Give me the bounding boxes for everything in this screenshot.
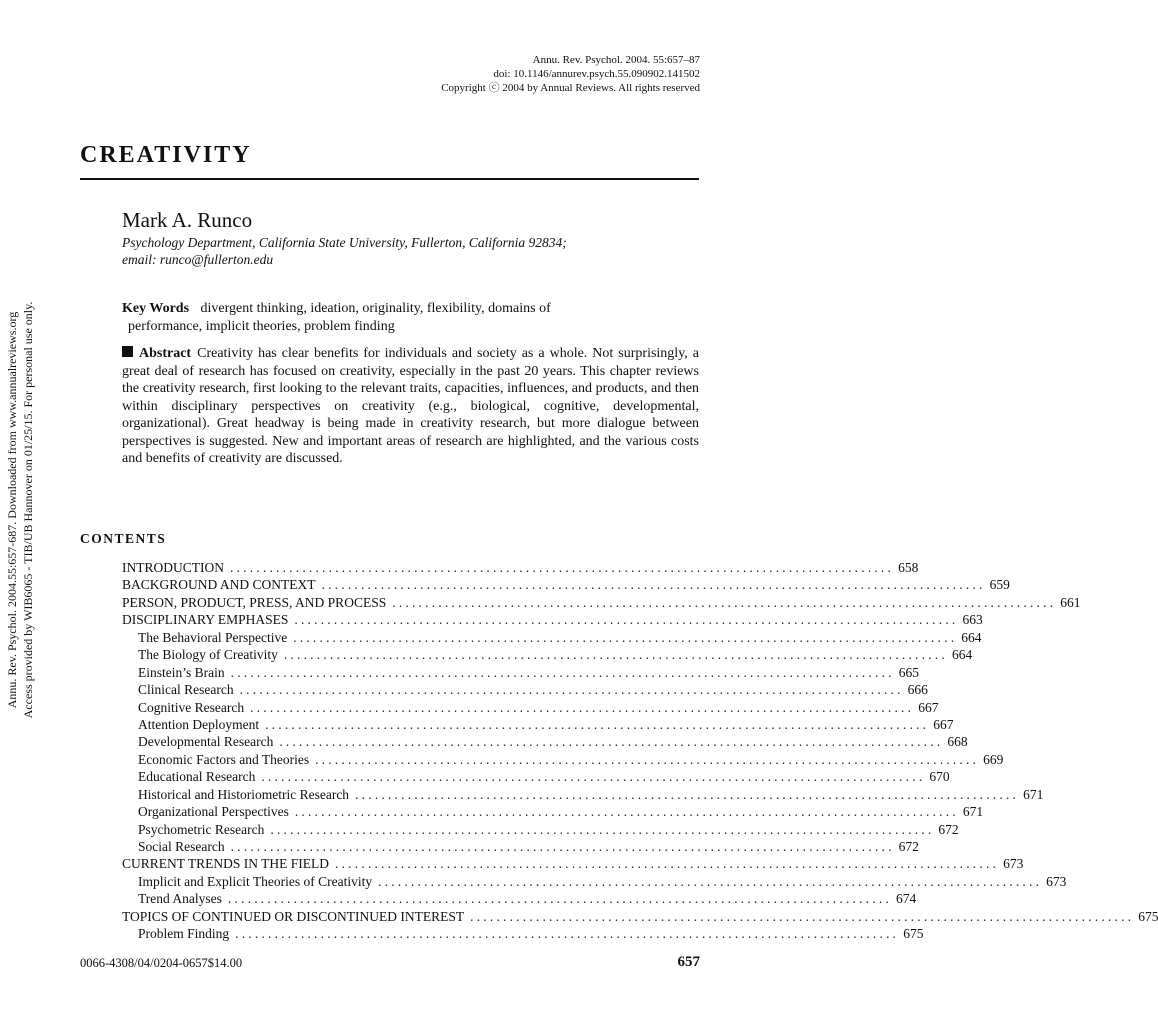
toc-entry-page: 666 xyxy=(907,682,928,698)
toc-leader-dots: ..................................................................................................... xyxy=(265,716,930,732)
toc-leader-dots: ..................................................................................................... xyxy=(279,734,944,750)
toc-entry-label: Clinical Research xyxy=(138,682,234,698)
title-rule xyxy=(80,178,699,180)
footer-code: 0066-4308/04/0204-0657$14.00 xyxy=(80,956,243,970)
toc-leader-dots: ..................................................................................................... xyxy=(315,751,980,767)
toc-leader-dots: ..................................................................................................... xyxy=(250,699,915,715)
toc-entry-label: DISCIPLINARY EMPHASES xyxy=(122,612,289,628)
toc-entry-page: 661 xyxy=(1060,594,1081,610)
toc-leader-dots: ..................................................................................................... xyxy=(294,804,959,820)
toc-entry-label: Psychometric Research xyxy=(138,821,265,837)
access-notice-line: Access provided by WIB6065 - TIB/UB Hannover on 01/25/15. For personal use only. xyxy=(21,301,35,719)
toc-entry-page: 664 xyxy=(961,629,982,645)
toc-entry-label: Cognitive Research xyxy=(138,699,245,715)
toc-entry[interactable] xyxy=(122,873,1067,890)
toc-entry-page: 669 xyxy=(983,751,1004,767)
toc-entry-page: 675 xyxy=(903,926,924,942)
toc-entry[interactable] xyxy=(122,890,917,907)
toc-entry[interactable] xyxy=(122,925,924,942)
toc-leader-dots: ..................................................................................................... xyxy=(235,926,900,942)
toc-entry[interactable] xyxy=(122,664,919,681)
toc-entry-page: 673 xyxy=(1003,856,1024,872)
toc-entry-label: Organizational Perspectives xyxy=(138,804,289,820)
toc-entry-label: PERSON, PRODUCT, PRESS, AND PROCESS xyxy=(122,594,387,610)
table-of-contents xyxy=(122,559,1158,943)
toc-entry[interactable] xyxy=(122,559,919,576)
toc-entry[interactable] xyxy=(122,646,973,663)
toc-entry[interactable] xyxy=(122,594,1081,611)
toc-entry[interactable] xyxy=(122,576,1010,593)
toc-entry-label: CURRENT TRENDS IN THE FIELD xyxy=(122,856,330,872)
toc-entry-label: The Behavioral Perspective xyxy=(138,629,288,645)
toc-entry[interactable] xyxy=(122,803,984,820)
abstract-label: Abstract xyxy=(139,346,192,361)
toc-entry[interactable] xyxy=(122,681,928,698)
toc-entry-label: Attention Deployment xyxy=(138,716,260,732)
toc-entry-page: 671 xyxy=(1023,786,1044,802)
toc-leader-dots: ..................................................................................................... xyxy=(355,786,1020,802)
page-number: 657 xyxy=(677,954,700,970)
toc-entry-page: 658 xyxy=(898,560,919,575)
toc-entry[interactable] xyxy=(122,786,1044,803)
toc-entry-page: 663 xyxy=(962,612,983,628)
toc-entry-page: 668 xyxy=(947,734,968,750)
toc-entry-label: Economic Factors and Theories xyxy=(138,751,310,767)
toc-entry-page: 673 xyxy=(1046,873,1067,889)
toc-leader-dots: ..................................................................................................... xyxy=(294,612,959,628)
copyright-line: Copyright ⓒ 2004 by Annual Reviews. All rights reserved xyxy=(441,82,700,94)
toc-entry-label: Educational Research xyxy=(138,769,256,785)
toc-leader-dots: ..................................................................................................... xyxy=(239,682,904,698)
toc-entry-page: 664 xyxy=(951,647,973,663)
toc-leader-dots: ..................................................................................................... xyxy=(378,873,1043,889)
toc-entry-page: 672 xyxy=(898,839,919,854)
keywords-label: Key Words xyxy=(122,301,190,316)
download-notice xyxy=(4,290,38,730)
toc-entry-page: 667 xyxy=(933,716,954,732)
toc-entry-label: Historical and Historiometric Research xyxy=(138,786,350,802)
author-affiliation xyxy=(122,234,567,268)
abstract-text: Creativity has clear benefits for individuals and society as a whole. Not surprisingly, a great deal of research has focused on creativity, especially in the past 20 years. This chapter reviews the creativity research, first looking to the relevant traits, capacities, influences, and products, and then within disciplinary perspectives on creativity (e.g., biological, cognitive, developmental, organizational). Great headway is being made in creativity research, but more dialogue between perspectives is suggested. New and important areas of research are highlighted, and the various costs and benefits of creativity are discussed. xyxy=(122,346,699,466)
toc-entry-label: Trend Analyses xyxy=(138,891,222,907)
toc-leader-dots: ..................................................................................................... xyxy=(335,856,1000,872)
toc-entry[interactable] xyxy=(122,611,983,628)
toc-entry[interactable] xyxy=(122,838,919,855)
toc-entry-label: Developmental Research xyxy=(138,734,274,750)
toc-entry-label: TOPICS OF CONTINUED OR DISCONTINUED INTEREST xyxy=(122,908,465,924)
doi-line: doi: 10.1146/annurev.psych.55.090902.141502 xyxy=(493,68,700,80)
toc-entry-label: Problem Finding xyxy=(138,926,230,942)
toc-leader-dots: ..................................................................................................... xyxy=(227,891,892,907)
toc-entry[interactable] xyxy=(122,751,1004,768)
keywords-text: divergent thinking, ideation, originality, flexibility, domains of xyxy=(200,301,551,316)
toc-leader-dots: ..................................................................................................... xyxy=(470,908,1135,924)
toc-leader-dots: ..................................................................................................... xyxy=(270,821,935,837)
toc-entry[interactable] xyxy=(122,733,968,750)
author-name: Mark A. Runco xyxy=(122,208,253,232)
toc-leader-dots: ..................................................................................................... xyxy=(321,577,986,593)
toc-leader-dots: ..................................................................................................... xyxy=(261,769,926,785)
toc-leader-dots: ..................................................................................................... xyxy=(293,629,958,645)
toc-leader-dots: ..................................................................................................... xyxy=(392,594,1057,610)
toc-entry[interactable] xyxy=(122,821,959,838)
toc-entry[interactable] xyxy=(122,699,939,716)
header-metadata xyxy=(441,53,700,95)
toc-entry[interactable] xyxy=(122,908,1158,925)
keywords-block xyxy=(122,300,699,336)
toc-entry-label: Implicit and Explicit Theories of Creativity xyxy=(138,873,373,889)
toc-entry-page: 672 xyxy=(938,821,959,837)
toc-leader-dots: ..................................................................................................... xyxy=(230,664,895,680)
toc-entry-page: 665 xyxy=(898,664,919,680)
toc-leader-dots: ..................................................................................................... xyxy=(230,560,895,575)
toc-entry-page: 667 xyxy=(918,699,939,715)
toc-entry[interactable] xyxy=(122,629,982,646)
toc-leader-dots: ..................................................................................................... xyxy=(230,839,895,854)
author-email: email: runco@fullerton.edu xyxy=(122,252,274,267)
article-title: CREATIVITY xyxy=(80,142,252,168)
toc-entry[interactable] xyxy=(122,716,954,733)
toc-entry-page: 675 xyxy=(1138,908,1158,924)
download-notice-line: Annu. Rev. Psychol. 2004.55:657-687. Downloaded from www.annualreviews.org xyxy=(5,311,19,709)
toc-entry-label: The Biology of Creativity xyxy=(138,647,278,663)
toc-entry-page: 674 xyxy=(895,891,917,907)
toc-entry-page: 671 xyxy=(962,804,984,820)
toc-entry[interactable] xyxy=(122,768,950,785)
toc-entry-page: 670 xyxy=(929,769,950,785)
affiliation-line: Psychology Department, California State University, Fullerton, California 92834; xyxy=(122,235,567,250)
journal-citation: Annu. Rev. Psychol. 2004. 55:657–87 xyxy=(532,54,700,66)
keywords-text-continued: performance, implicit theories, problem finding xyxy=(128,319,395,334)
toc-entry-label: INTRODUCTION xyxy=(122,560,224,575)
toc-entry-label: Einstein’s Brain xyxy=(138,664,225,680)
contents-heading: CONTENTS xyxy=(80,531,167,546)
abstract-block xyxy=(122,345,699,468)
square-bullet-icon xyxy=(122,346,133,357)
toc-entry-page: 659 xyxy=(989,577,1010,593)
toc-entry-label: BACKGROUND AND CONTEXT xyxy=(122,577,316,593)
toc-entry-label: Social Research xyxy=(138,839,225,854)
toc-entry[interactable] xyxy=(122,855,1024,872)
toc-leader-dots: ..................................................................................................... xyxy=(283,647,948,663)
